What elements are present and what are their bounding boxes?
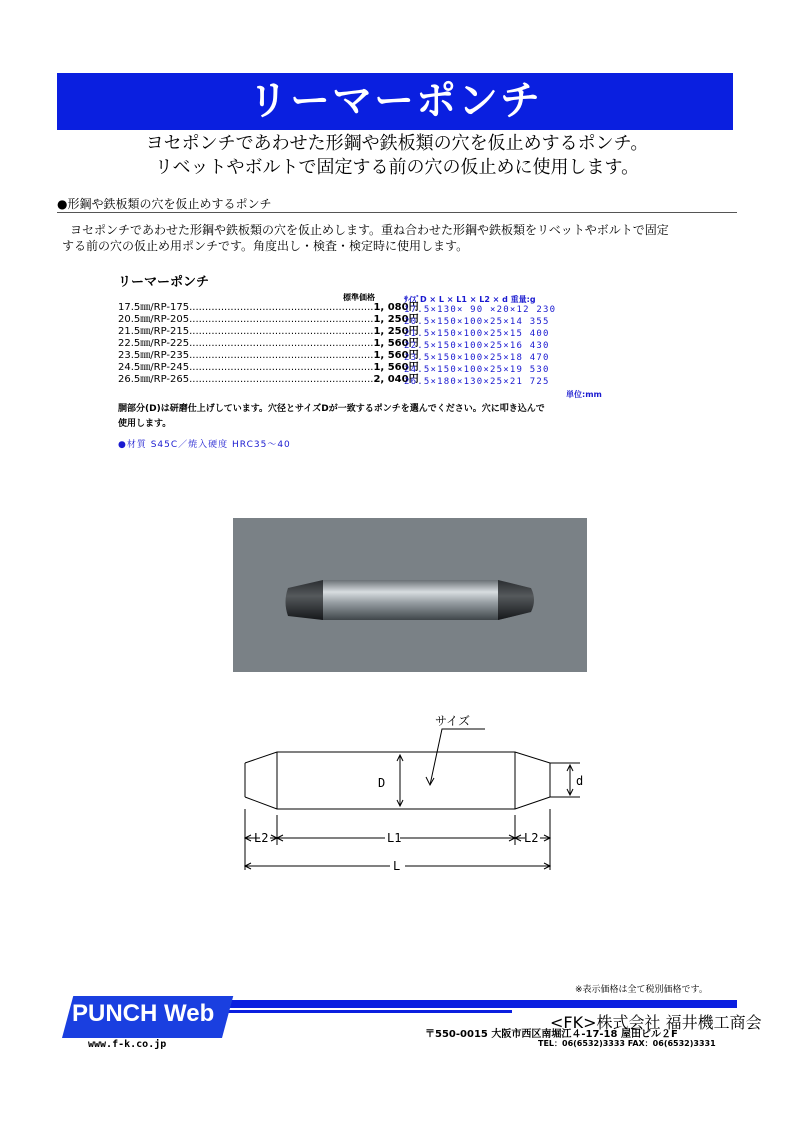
- section-divider: [57, 212, 737, 213]
- table-row: 24.5㎜/RP-245 .......................................................... 1, 560円: [118, 362, 419, 373]
- price-cell: 1, 560円: [373, 350, 419, 361]
- model-cell: 23.5㎜/RP-235: [118, 350, 190, 361]
- table-row: 23.5㎜/RP-235 .......................................................... 1, 560円: [118, 350, 419, 361]
- company-address: 〒550-0015 大阪市西区南堀江４-17-18 屋田ビル２F: [425, 1029, 678, 1040]
- note-line-1: 胴部分(D)は研磨仕上げしています。穴径とサイズDが一致するポンチを選んでください。穴に叩き込んで: [118, 404, 545, 414]
- table-row: 20.5㎜/RP-205 .......................................................... 1, 250円: [118, 314, 419, 325]
- spec-cell: 23.5×150×100×25×18 470: [404, 353, 550, 363]
- dim-d-label: d: [576, 774, 584, 788]
- model-cell: 24.5㎜/RP-245: [118, 362, 190, 373]
- dim-D-label: D: [378, 776, 386, 790]
- model-cell: 22.5㎜/RP-225: [118, 338, 190, 349]
- dim-L-label: L: [393, 859, 401, 873]
- price-cell: 1, 560円: [373, 338, 419, 349]
- spec-cell: 22.5×150×100×25×16 430: [404, 341, 550, 351]
- model-cell: 26.5㎜/RP-265: [118, 374, 190, 385]
- spec-cell: 21.5×150×100×25×15 400: [404, 329, 550, 339]
- price-cell: 1, 080円: [373, 302, 419, 313]
- spec-header: ｻｲｽﾞD × L × L1 × L2 × d 重量:g: [404, 295, 536, 304]
- dim-L1-label: L1: [387, 831, 402, 845]
- footer-bar-thin: [212, 1010, 512, 1013]
- size-label: サイズ: [435, 714, 471, 728]
- product-photo: [233, 518, 587, 672]
- tax-note: ※表示価格は全て税別価格です。: [575, 985, 708, 995]
- dim-L2-left-label: L2: [254, 831, 269, 845]
- company-phone: TEL：06(6532)3333 FAX：06(6532)3331: [538, 1039, 716, 1048]
- price-header: 標準価格: [343, 293, 375, 302]
- spec-cell: 26.5×180×130×25×21 725: [404, 377, 550, 387]
- footer-bar: [212, 1000, 737, 1008]
- site-url-link[interactable]: www.f-k.co.jp: [88, 1039, 167, 1050]
- note-line-2: 使用します。: [118, 419, 172, 429]
- price-cell: 1, 250円: [373, 314, 419, 325]
- price-cell: 1, 560円: [373, 362, 419, 373]
- material-spec: ●材質 S45C／焼入硬度 HRC35～40: [118, 440, 291, 450]
- table-row: 22.5㎜/RP-225 .......................................................... 1, 560円: [118, 338, 419, 349]
- subtitle-line-1: ヨセポンチであわせた形鋼や鉄板類の穴を仮止めするポンチ。: [145, 133, 649, 154]
- model-cell: 21.5㎜/RP-215: [118, 326, 190, 337]
- dim-L2-right-label: L2: [524, 831, 539, 845]
- model-cell: 17.5㎜/RP-175: [118, 302, 190, 313]
- table-row: 26.5㎜/RP-265 .......................................................... 2, 040円: [118, 374, 419, 385]
- spec-cell: 17.5×130× 90 ×20×12 230: [404, 305, 557, 315]
- page-title-banner: リーマーポンチ: [57, 73, 733, 130]
- table-title: リーマーポンチ: [118, 275, 210, 290]
- price-cell: 1, 250円: [373, 326, 419, 337]
- price-cell: 2, 040円: [373, 374, 419, 385]
- description-line-2: する前の穴の仮止め用ポンチです。角度出し・検査・検定時に使用します。: [62, 239, 469, 253]
- unit-label: 単位:mm: [566, 390, 602, 399]
- dimension-drawing: [230, 705, 590, 885]
- table-row: 21.5㎜/RP-215 .......................................................... 1, 250円: [118, 326, 419, 337]
- spec-cell: 20.5×150×100×25×14 355: [404, 317, 550, 327]
- model-cell: 20.5㎜/RP-205: [118, 314, 190, 325]
- table-row: 17.5㎜/RP-175 .......................................................... 1, 080円: [118, 302, 419, 313]
- site-logo[interactable]: PUNCH Web: [72, 1000, 215, 1027]
- description-line-1: ヨセポンチであわせた形鋼や鉄板類の穴を仮止めします。重ね合わせた形鋼や鉄板類をリベットやボルトで固定: [70, 223, 669, 237]
- subtitle-line-2: リベットやボルトで固定する前の穴の仮止めに使用します。: [154, 157, 640, 178]
- section-heading: ●形鋼や鉄板類の穴を仮止めするポンチ: [57, 197, 272, 211]
- spec-cell: 24.5×150×100×25×19 530: [404, 365, 550, 375]
- company-name: <FK>株式会社 福井機工商会: [550, 1013, 762, 1032]
